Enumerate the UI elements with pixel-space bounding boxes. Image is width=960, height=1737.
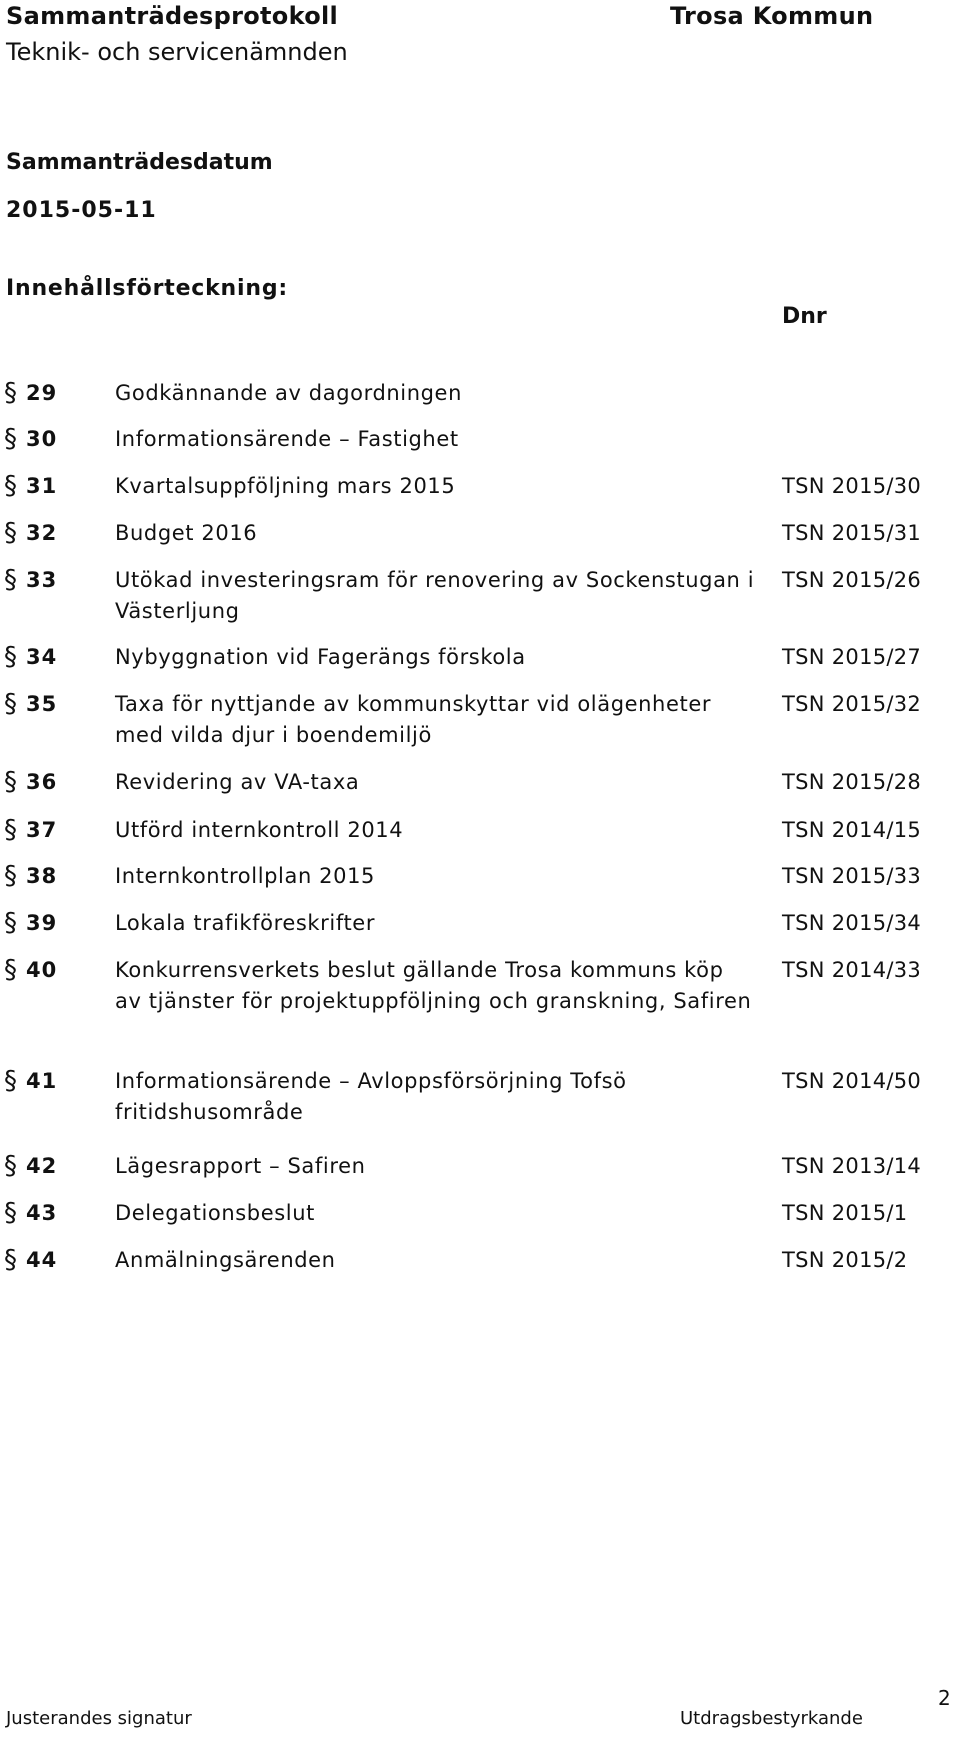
toc-heading: Innehållsförteckning: — [6, 276, 288, 301]
toc-item-title: Konkurrensverkets beslut gällande Trosa kommuns köp av tjänster för projektuppföljning och granskning, Safiren — [115, 958, 752, 1013]
paragraph-symbol-icon: § — [4, 378, 17, 408]
meeting-date-label: Sammanträdesdatum — [6, 150, 273, 175]
paragraph-symbol-icon: § — [4, 1245, 17, 1275]
toc-item-title: Internkontrollplan 2015 — [115, 864, 375, 888]
meeting-date-value: 2015-05-11 — [6, 198, 157, 223]
toc-item-number: 42 — [26, 1154, 58, 1178]
toc-item-dnr: TSN 2015/27 — [782, 645, 922, 669]
toc-item-title: Informationsärende – Fastighet — [115, 427, 459, 451]
dnr-column-heading: Dnr — [782, 304, 827, 329]
paragraph-symbol-icon: § — [4, 767, 17, 797]
toc-item-title: Utökad investeringsram för renovering av Sockenstugan i Västerljung — [115, 568, 755, 623]
organization-name: Trosa Kommun — [670, 2, 874, 30]
toc-item-number: 34 — [26, 645, 58, 669]
footer-certification-label: Utdragsbestyrkande — [680, 1708, 863, 1729]
toc-item-title: Taxa för nyttjande av kommunskyttar vid olägenheter med vilda djur i boendemiljö — [115, 692, 712, 747]
toc-item-title: Lägesrapport – Safiren — [115, 1154, 366, 1178]
toc-item-dnr: TSN 2015/33 — [782, 864, 922, 888]
toc-item-number: 41 — [26, 1069, 58, 1093]
toc-item-number: 33 — [26, 568, 58, 592]
paragraph-symbol-icon: § — [4, 1151, 17, 1181]
paragraph-symbol-icon: § — [4, 908, 17, 938]
toc-item-dnr: TSN 2014/33 — [782, 958, 922, 982]
toc-item-title: Budget 2016 — [115, 521, 258, 545]
toc-item-dnr: TSN 2014/50 — [782, 1069, 922, 1093]
toc-item-dnr: TSN 2015/26 — [782, 568, 922, 592]
document-title: Sammanträdesprotokoll — [6, 2, 339, 30]
toc-item-dnr: TSN 2015/32 — [782, 692, 922, 716]
toc-item-number: 32 — [26, 521, 58, 545]
toc-item-dnr: TSN 2015/28 — [782, 770, 922, 794]
toc-item-number: 37 — [26, 818, 58, 842]
page-number: 2 — [938, 1686, 951, 1710]
paragraph-symbol-icon: § — [4, 424, 17, 454]
paragraph-symbol-icon: § — [4, 689, 17, 719]
toc-item-dnr: TSN 2013/14 — [782, 1154, 922, 1178]
toc-item-number: 40 — [26, 958, 58, 982]
toc-item-number: 35 — [26, 692, 58, 716]
paragraph-symbol-icon: § — [4, 518, 17, 548]
toc-item-title: Nybyggnation vid Fagerängs förskola — [115, 645, 526, 669]
toc-item-number: 36 — [26, 770, 58, 794]
paragraph-symbol-icon: § — [4, 642, 17, 672]
paragraph-symbol-icon: § — [4, 565, 17, 595]
toc-item-number: 44 — [26, 1248, 58, 1272]
toc-item-number: 29 — [26, 381, 58, 405]
toc-item-number: 30 — [26, 427, 58, 451]
toc-item-number: 31 — [26, 474, 58, 498]
toc-item-title: Lokala trafikföreskrifter — [115, 911, 376, 935]
paragraph-symbol-icon: § — [4, 471, 17, 501]
paragraph-symbol-icon: § — [4, 955, 17, 985]
toc-item-title: Anmälningsärenden — [115, 1248, 336, 1272]
toc-item-dnr: TSN 2015/2 — [782, 1248, 908, 1272]
toc-item-title: Godkännande av dagordningen — [115, 381, 462, 405]
toc-item-dnr: TSN 2014/15 — [782, 818, 922, 842]
toc-item-number: 38 — [26, 864, 58, 888]
paragraph-symbol-icon: § — [4, 861, 17, 891]
toc-item-dnr: TSN 2015/1 — [782, 1201, 908, 1225]
toc-item-dnr: TSN 2015/34 — [782, 911, 922, 935]
footer-signature-label: Justerandes signatur — [6, 1708, 192, 1729]
paragraph-symbol-icon: § — [4, 815, 17, 845]
toc-item-dnr: TSN 2015/31 — [782, 521, 922, 545]
toc-item-title: Utförd internkontroll 2014 — [115, 818, 404, 842]
paragraph-symbol-icon: § — [4, 1066, 17, 1096]
toc-item-number: 43 — [26, 1201, 58, 1225]
toc-item-title: Informationsärende – Avloppsförsörjning Tofsö fritidshusområde — [115, 1069, 627, 1124]
toc-item-title: Delegationsbeslut — [115, 1201, 315, 1225]
toc-item-dnr: TSN 2015/30 — [782, 474, 922, 498]
toc-item-title: Kvartalsuppföljning mars 2015 — [115, 474, 456, 498]
paragraph-symbol-icon: § — [4, 1198, 17, 1228]
committee-name: Teknik- och servicenämnden — [6, 38, 348, 66]
toc-item-number: 39 — [26, 911, 58, 935]
toc-item-title: Revidering av VA-taxa — [115, 770, 360, 794]
